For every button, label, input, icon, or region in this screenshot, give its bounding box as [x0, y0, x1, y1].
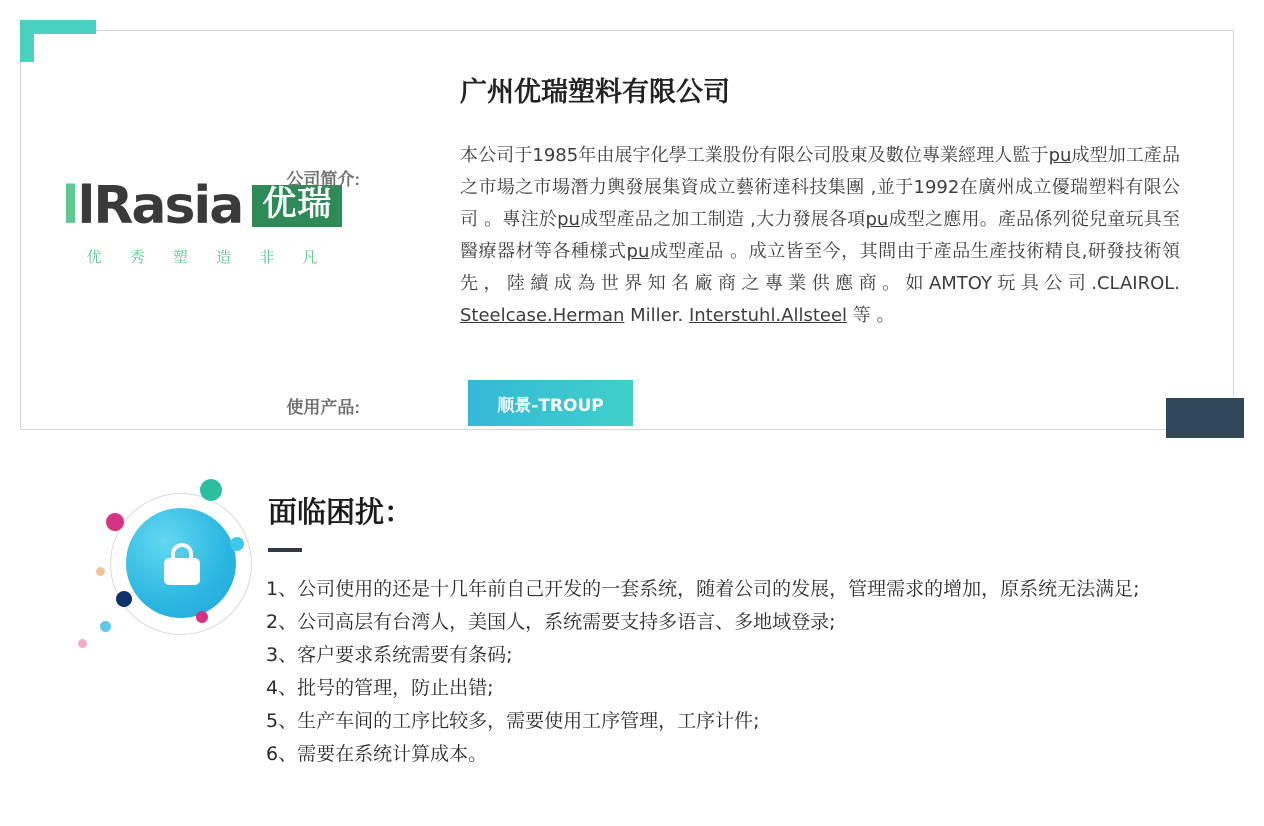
decorative-dot [106, 513, 124, 531]
decorative-dot [116, 591, 132, 607]
list-item: 4、批号的管理，防止出错; [266, 677, 494, 699]
decorative-dot [196, 611, 208, 623]
decorative-dot [96, 567, 105, 576]
company-card [20, 20, 1244, 438]
logo-chinese-badge: 优瑞 [252, 185, 342, 227]
list-item: 2、公司高层有台湾人，美国人，系统需要支持多语言、多地域登录; [266, 611, 836, 633]
product-used-label: 使用产品: [286, 398, 360, 417]
list-item: 3、客户要求系统需要有条码; [266, 644, 513, 666]
intro-underline-pu-3: pu [865, 209, 889, 230]
company-intro-text: 本公司于1985年由展宇化學工業股份有限公司股東及數位專業經理人監于pu成型加工產品之市場之市場潛力輿發展集資成立藝術達科技集團 ,並于1992在廣州成立優瑞塑料有限公司 。專注於pu成型產品之加工制造 ,大力發展各項pu成型之應用。產品係列從兒童玩具至醫療器材等各種樣式pu成型產品 。成立皆至今，其間由于產品生產技術精良,研發技術領先，陸續成為世界知名廠商之專業供應商。如AMTOY玩具公司.CLAIROL. Steelcase.Herman Miller. Interstuhl.Allsteel 等 。 [460, 145, 1180, 326]
company-name-title: 广州优瑞塑料有限公司 [460, 77, 730, 108]
intro-underline-interstuhl: Interstuhl.Allsteel [688, 305, 848, 326]
intro-underline-pu-4: pu [626, 241, 650, 262]
list-item: 1、公司使用的还是十几年前自己开发的一套系统，随着公司的发展，管理需求的增加，原系统无法满足; [266, 578, 1140, 600]
list-item: 6、需要在系统计算成本。 [266, 743, 488, 765]
decorative-dot [200, 479, 222, 501]
logo-mark-label: lRasia [77, 176, 243, 236]
intro-underline-pu-1: pu [1048, 145, 1072, 166]
lock-icon [164, 543, 200, 585]
logo-mark-text: llRasia [61, 176, 243, 236]
decorative-dot [100, 621, 111, 632]
decorative-dot [230, 537, 244, 551]
product-button[interactable]: 顺景-TROUP [468, 380, 633, 426]
list-item: 5、生产车间的工序比较多，需要使用工序管理，工序计件; [266, 710, 760, 732]
lock-illustration [78, 475, 258, 655]
decorative-dot [78, 639, 87, 648]
problems-list [266, 573, 1181, 771]
heading-underline-rule [268, 548, 302, 552]
intro-underline-pu-2: pu [557, 209, 580, 230]
problems-heading: 面临困扰： [268, 495, 414, 529]
company-intro-label: 公司简介: [286, 170, 360, 189]
logo-tagline: 优 秀 塑 造 非 凡 [86, 249, 330, 266]
intro-underline-steelcase: Steelcase.Herman [460, 305, 625, 326]
